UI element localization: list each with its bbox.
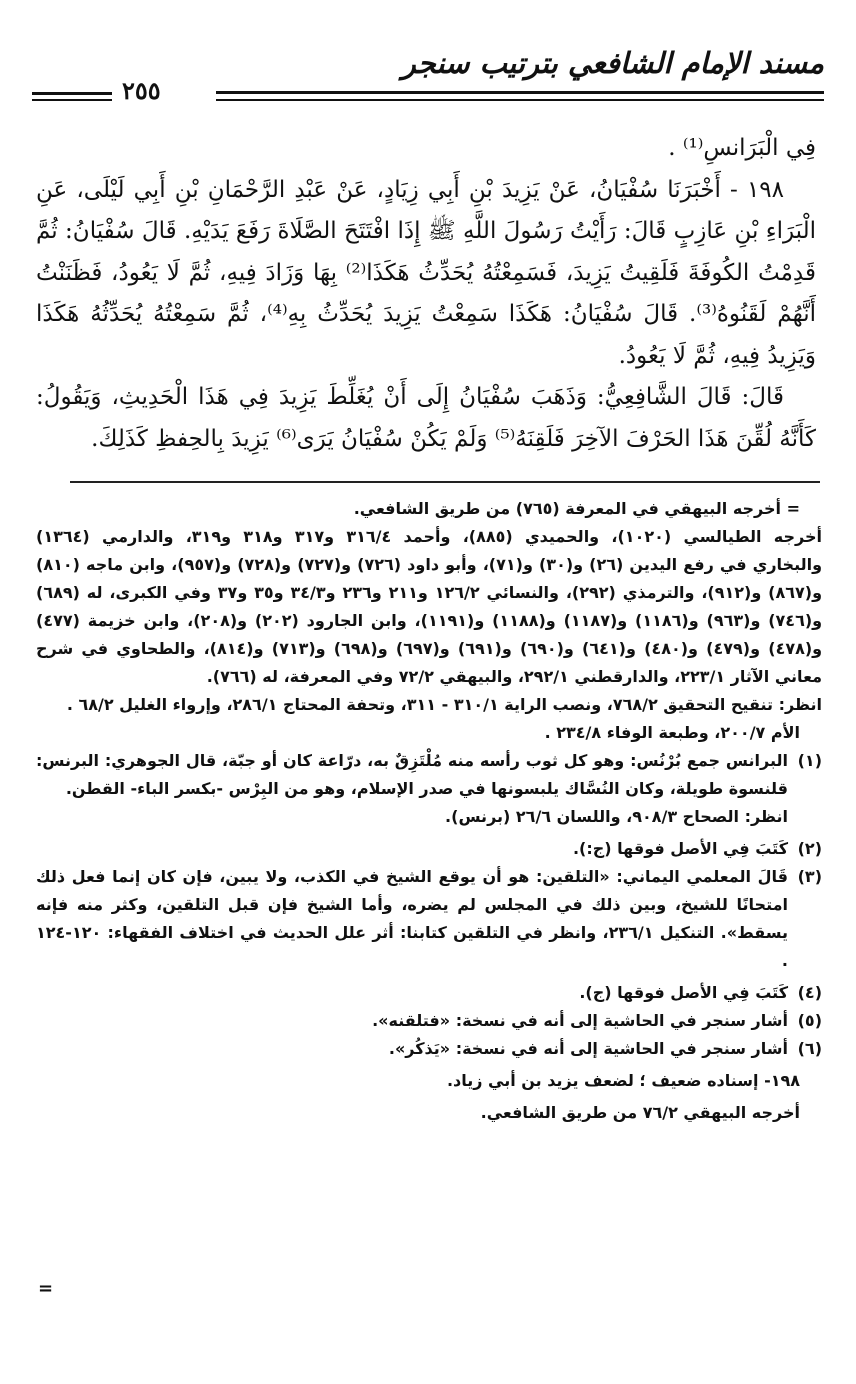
note-umm: الأم ٢٠٠/٧، وطبعة الوفاء ٢٣٤/٨ . (544, 723, 800, 742)
footnote-4 (36, 979, 822, 1007)
footnote-text: كَتَبَ فِي الأصل فوقها (ج:). (572, 839, 788, 858)
footnote-number: (٥) (797, 1011, 822, 1030)
header-rule-left-thick (32, 92, 112, 95)
header-rule-left-thin (32, 99, 112, 101)
note-takhrij: أخرجه الطيالسي (١٠٢٠)، والحميدي (٨٨٥)، وأحمد ٣١٦/٤ و٣١٧ و٣١٨ و٣١٩، والدارمي (١٣٦٤) والبخاري في رفع اليدين (٢٦) و(٣٠) و(٧١)، وأبو داود (٧٢٦) و(٧٢٧) و(٧٢٨) و(٩٥٧)، وابن ماجه (٨١٠) و(٨٦٧) و(٩١٢)، والترمذي (٢٩٢)، والنسائي ١٢٦/٢ و٢١١ و٢٣٦ و٣٤/٣ و٣٥ و٣٧ وفي الكبرى، له (٦٨٩) و(٧٤٦) و(٩٦٣) و(١١٨٦) و(١١٨٧) و(١١٨٨) و(١١٩١)، وابن الجارود (٢٠٢) و(٢٠٨)، وابن خزيمة (٤٧٧) و(٤٧٨) و(٤٧٩) و(٤٨٠) و(٦٤١) و(٦٩٠) و(٦٩١) و(٦٩٧) و(٦٩٨) و(٧١٣) و(٨١٤)، والطحاوي في شرح معاني الآثار ٢٢٣/١، والدارقطني ٢٩٢/١، والبيهقي ٧٢/٢ وفي المعرفة، له (٧٦٦). (36, 527, 823, 686)
footnote-text: البرانس جمع بُرْنُس: وهو كل ثوب رأسه منه مُلْتَزِقٌ به، درّاعة كان أو جبّة، قال الجوهري: البرنس: قلنسوة طويلة، وكان النُسَّاك يلبسونها في صدر الإسلام، وهو من البِرْس -بكسر الباء- القطن. (36, 751, 788, 798)
main-text (36, 128, 816, 460)
footnote-number: (٣) (797, 867, 822, 886)
footnote-3 (36, 863, 822, 975)
footnote-5 (36, 1007, 822, 1035)
continuation-mark: = (38, 1278, 54, 1299)
footnote-text: أشار سنجر في الحاشية إلى أنه في نسخة: «يَذكُر». (388, 1039, 788, 1058)
footnote-2 (36, 835, 822, 863)
note-see-also: انظر: تنقيح التحقيق ٧٦٨/٢، ونصب الراية ٣١٠/١ - ٣١١، وتحفة المحتاج ٢٨٦/١، وإرواء الغليل ٦٨/٢ . (66, 695, 822, 714)
footnote-separator (70, 481, 820, 483)
footnote-6 (36, 1035, 822, 1063)
page-header (30, 40, 824, 110)
footnote-1 (36, 747, 822, 831)
footnote-text: كَتَبَ فِي الأصل فوقها (ج). (579, 983, 788, 1002)
footnote-text: قَالَ المعلمي اليماني: «التلقين: هو أن يوقع الشيخ في الكذب، ولا يبين، فإن كان إنما فعل ذلك امتحانًا للشيخ، وبين ذلك في المجلس لم يضره، وأما الشيخ فإن قبل التلقين، وكثر منه فإنه يسقط». التنكيل ٢٣٦/١، وانظر في التلقين كتابنا: أثر علل الحديث في اختلاف الفقهاء: ١٢٠-١٢٤ . (36, 867, 789, 970)
header-rule-thin (216, 99, 824, 101)
header-rule-thick (216, 91, 824, 94)
hadith-198: ١٩٨ - أَخْبَرَنَا سُفْيَانُ، عَنْ يَزِيدَ بْنِ أَبِي زِيَادٍ، عَنْ عَبْدِ الرَّحْمَانِ بْنِ أَبِي لَيْلَى، عَنِ الْبَرَاءِ بْنِ عَازِبٍ قَالَ: رَأَيْتُ رَسُولَ اللَّهِ ﷺ إِذَا افْتَتَحَ الصَّلَاةَ رَفَعَ يَدَيْهِ. قَالَ سُفْيَانُ: ثُمَّ قَدِمْتُ الكُوفَةَ فَلَقِيتُ يَزِيدَ، فَسَمِعْتُهُ يُحَدِّثُ هَكَذَا⁽²⁾ بِهَا وَزَادَ فِيهِ، ثُمَّ لَا يَعُودُ، فَظَنَنْتُ أَنَّهُمْ لَقَنُوهُ⁽³⁾. قَالَ سُفْيَانُ: هَكَذَا سَمِعْتُ يَزِيدَ يُحَدِّثُ بِهِ⁽⁴⁾، ثُمَّ سَمِعْتُهُ يُحَدِّثُهُ هَكَذَا وَيَزِيدُ فِيهِ، ثُمَّ لَا يَعُودُ. (36, 176, 816, 369)
page-number: ٢٥٥ (122, 76, 161, 105)
footnote-text: انظر: الصحاح ٩٠٨/٣، واللسان ٢٦/٦ (برنس). (445, 807, 788, 826)
note-198-takhrij: أخرجه البيهقي ٧٦/٢ من طريق الشافعي. (480, 1103, 800, 1122)
footnote-number: (٤) (797, 983, 822, 1002)
footnote-number: (١) (797, 751, 822, 770)
note-198-grading: ١٩٨- إسناده ضعيف ؛ لضعف يزيد بن أبي زياد. (446, 1071, 800, 1090)
shafii-comment: قَالَ: قَالَ الشَّافِعِيُّ: وَذَهَبَ سُفْيَانُ إِلَى أَنْ يُغَلِّطَ يَزِيدَ فِي هَذَا الْحَدِيثِ، وَيَقُولُ: كَأَنَّهُ لُقِّنَ هَذَا الحَرْفَ الآخِرَ فَلَقِنَهُ⁽⁵⁾ وَلَمْ يَكُنْ سُفْيَانُ يَرَى⁽⁶⁾ يَزِيدَ بِالحِفظِ كَذَلِكَ. (36, 384, 816, 452)
footnote-number: (٦) (797, 1039, 822, 1058)
footnotes (36, 495, 822, 1127)
note-continuation: = أخرجه البيهقي في المعرفة (٧٦٥) من طريق الشافعي. (353, 499, 800, 518)
main-paragraph-continuation: فِي الْبَرَانسِ⁽¹⁾ . (668, 135, 816, 161)
footnote-number: (٢) (797, 839, 822, 858)
running-title: مسند الإمام الشافعي بترتيب سنجر (401, 46, 824, 80)
footnote-text: أشار سنجر في الحاشية إلى أنه في نسخة: «فتلقنه». (372, 1011, 788, 1030)
